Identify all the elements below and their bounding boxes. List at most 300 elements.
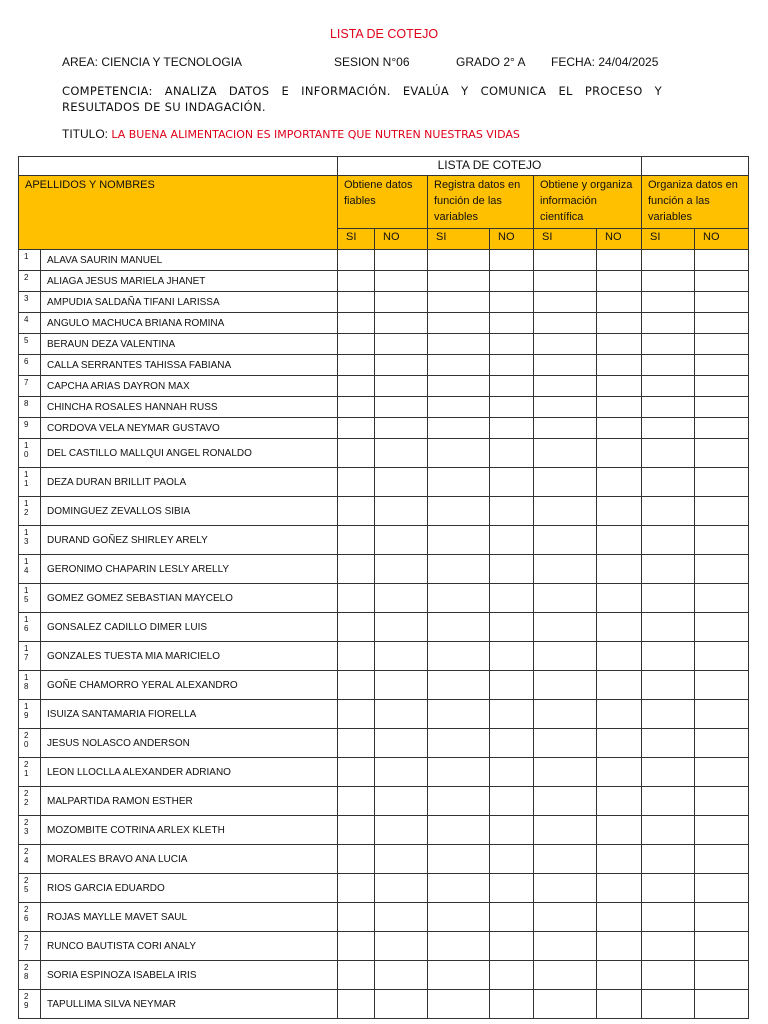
no-cell[interactable]: [597, 271, 642, 292]
no-cell[interactable]: [375, 990, 428, 1019]
si-cell[interactable]: [338, 250, 375, 271]
info-line: [62, 55, 682, 73]
si-cell[interactable]: [428, 468, 490, 497]
si-cell[interactable]: [428, 584, 490, 613]
student-name: DOMINGUEZ ZEVALLOS SIBIA: [41, 497, 338, 526]
no-cell[interactable]: [375, 700, 428, 729]
student-name: DURAND GOÑEZ SHIRLEY ARELY: [41, 526, 338, 555]
si-cell[interactable]: [642, 292, 695, 313]
no-cell[interactable]: [695, 642, 749, 671]
no-cell[interactable]: [695, 990, 749, 1019]
no-cell[interactable]: [375, 555, 428, 584]
area-label: AREA: CIENCIA Y TECNOLOGIA: [62, 55, 243, 69]
si-cell[interactable]: [642, 271, 695, 292]
no-cell[interactable]: [375, 758, 428, 787]
student-name: CALLA SERRANTES TAHISSA FABIANA: [41, 355, 338, 376]
si-cell[interactable]: [534, 613, 597, 642]
si-cell[interactable]: [338, 758, 375, 787]
table-row: [19, 787, 749, 816]
no-cell[interactable]: [490, 990, 534, 1019]
table-row: [19, 497, 749, 526]
row-number: 1: [19, 250, 41, 271]
no-cell[interactable]: [490, 845, 534, 874]
row-number: 2 8: [19, 961, 41, 990]
si-cell[interactable]: [428, 376, 490, 397]
no-cell[interactable]: [375, 418, 428, 439]
si-cell[interactable]: [428, 292, 490, 313]
si-cell[interactable]: [534, 355, 597, 376]
criteria-header-row: [19, 176, 749, 229]
si-cell[interactable]: [642, 526, 695, 555]
row-number: 2: [19, 271, 41, 292]
no-cell[interactable]: [695, 874, 749, 903]
si-cell[interactable]: [428, 903, 490, 932]
no-cell[interactable]: [695, 526, 749, 555]
no-cell[interactable]: [597, 787, 642, 816]
si-cell[interactable]: [534, 874, 597, 903]
row-number: 2 6: [19, 903, 41, 932]
row-number: 2 7: [19, 932, 41, 961]
no-cell[interactable]: [490, 816, 534, 845]
student-name: ROJAS MAYLLE MAVET SAUL: [41, 903, 338, 932]
si-cell[interactable]: [428, 250, 490, 271]
table-row: [19, 526, 749, 555]
student-name: BERAUN DEZA VALENTINA: [41, 334, 338, 355]
si-cell[interactable]: [642, 555, 695, 584]
si-cell[interactable]: [534, 758, 597, 787]
student-name: CORDOVA VELA NEYMAR GUSTAVO: [41, 418, 338, 439]
no-cell[interactable]: [490, 439, 534, 468]
no-cell[interactable]: [490, 376, 534, 397]
si-cell[interactable]: [428, 497, 490, 526]
si-cell[interactable]: [338, 671, 375, 700]
si-cell[interactable]: [642, 816, 695, 845]
criterion-header: [534, 176, 642, 229]
no-cell[interactable]: [490, 642, 534, 671]
no-cell[interactable]: [597, 700, 642, 729]
table-row: [19, 903, 749, 932]
no-cell[interactable]: [695, 729, 749, 758]
row-number: 1 4: [19, 555, 41, 584]
criterion-header: [642, 176, 749, 229]
si-cell[interactable]: [428, 787, 490, 816]
si-cell[interactable]: [534, 376, 597, 397]
no-cell[interactable]: [375, 355, 428, 376]
no-cell[interactable]: [375, 729, 428, 758]
no-cell[interactable]: [695, 845, 749, 874]
no-cell[interactable]: [490, 729, 534, 758]
si-cell[interactable]: [428, 990, 490, 1019]
student-name: JESUS NOLASCO ANDERSON: [41, 729, 338, 758]
si-cell[interactable]: [534, 990, 597, 1019]
no-cell[interactable]: [375, 816, 428, 845]
si-cell[interactable]: [428, 671, 490, 700]
no-cell[interactable]: [375, 613, 428, 642]
no-cell[interactable]: [490, 334, 534, 355]
caption-blank-cell: [19, 157, 338, 176]
si-header: [642, 229, 695, 250]
si-cell[interactable]: [338, 845, 375, 874]
row-number: 8: [19, 397, 41, 418]
si-cell[interactable]: [534, 526, 597, 555]
no-cell[interactable]: [597, 418, 642, 439]
si-cell[interactable]: [534, 845, 597, 874]
si-cell[interactable]: [642, 397, 695, 418]
no-cell[interactable]: [597, 526, 642, 555]
si-cell[interactable]: [428, 816, 490, 845]
table-row: [19, 874, 749, 903]
si-cell[interactable]: [642, 903, 695, 932]
si-cell[interactable]: [338, 497, 375, 526]
student-name: ANGULO MACHUCA BRIANA ROMINA: [41, 313, 338, 334]
si-cell[interactable]: [428, 526, 490, 555]
no-cell[interactable]: [695, 787, 749, 816]
si-cell[interactable]: [338, 313, 375, 334]
si-cell[interactable]: [642, 990, 695, 1019]
no-cell[interactable]: [490, 874, 534, 903]
si-label: SI: [346, 231, 357, 243]
table-row: [19, 990, 749, 1019]
si-cell[interactable]: [338, 932, 375, 961]
no-cell[interactable]: [597, 845, 642, 874]
si-cell[interactable]: [428, 355, 490, 376]
no-cell[interactable]: [597, 903, 642, 932]
no-cell[interactable]: [695, 250, 749, 271]
no-cell[interactable]: [695, 961, 749, 990]
no-cell[interactable]: [597, 355, 642, 376]
no-cell[interactable]: [490, 584, 534, 613]
si-cell[interactable]: [338, 903, 375, 932]
si-cell[interactable]: [642, 334, 695, 355]
no-cell[interactable]: [375, 874, 428, 903]
no-cell[interactable]: [695, 555, 749, 584]
si-cell[interactable]: [642, 932, 695, 961]
no-cell[interactable]: [695, 376, 749, 397]
table-row: [19, 271, 749, 292]
criterion-label: Obtiene datos fiables: [344, 179, 413, 207]
si-cell[interactable]: [428, 729, 490, 758]
no-cell[interactable]: [695, 613, 749, 642]
row-number: 6: [19, 355, 41, 376]
si-cell[interactable]: [642, 845, 695, 874]
no-cell[interactable]: [695, 671, 749, 700]
si-cell[interactable]: [642, 642, 695, 671]
si-cell[interactable]: [338, 439, 375, 468]
no-cell[interactable]: [490, 671, 534, 700]
si-cell[interactable]: [338, 874, 375, 903]
criterion-header: [338, 176, 428, 229]
si-cell[interactable]: [338, 787, 375, 816]
si-cell[interactable]: [534, 642, 597, 671]
si-cell[interactable]: [428, 700, 490, 729]
no-cell[interactable]: [695, 397, 749, 418]
si-cell[interactable]: [534, 729, 597, 758]
no-cell[interactable]: [375, 397, 428, 418]
si-cell[interactable]: [642, 671, 695, 700]
no-cell[interactable]: [597, 334, 642, 355]
si-cell[interactable]: [642, 613, 695, 642]
no-cell[interactable]: [490, 497, 534, 526]
no-cell[interactable]: [597, 397, 642, 418]
no-cell[interactable]: [597, 961, 642, 990]
no-cell[interactable]: [490, 397, 534, 418]
si-header: [338, 229, 375, 250]
no-cell[interactable]: [490, 292, 534, 313]
no-cell[interactable]: [375, 671, 428, 700]
no-cell[interactable]: [490, 555, 534, 584]
student-name: GOÑE CHAMORRO YERAL ALEXANDRO: [41, 671, 338, 700]
no-header: [695, 229, 749, 250]
si-cell[interactable]: [642, 961, 695, 990]
si-cell[interactable]: [534, 700, 597, 729]
si-cell[interactable]: [534, 787, 597, 816]
si-cell[interactable]: [338, 418, 375, 439]
student-name: ALIAGA JESUS MARIELA JHANET: [41, 271, 338, 292]
si-cell[interactable]: [534, 932, 597, 961]
no-cell[interactable]: [490, 787, 534, 816]
no-cell[interactable]: [597, 642, 642, 671]
no-cell[interactable]: [597, 250, 642, 271]
si-cell[interactable]: [642, 355, 695, 376]
no-cell[interactable]: [375, 250, 428, 271]
no-cell[interactable]: [375, 497, 428, 526]
no-cell[interactable]: [597, 497, 642, 526]
si-header: [534, 229, 597, 250]
table-row: [19, 642, 749, 671]
no-cell[interactable]: [597, 292, 642, 313]
si-cell[interactable]: [338, 613, 375, 642]
si-cell[interactable]: [534, 903, 597, 932]
si-cell[interactable]: [642, 729, 695, 758]
si-cell[interactable]: [338, 397, 375, 418]
no-cell[interactable]: [597, 313, 642, 334]
table-row: [19, 758, 749, 787]
si-cell[interactable]: [642, 700, 695, 729]
no-cell[interactable]: [597, 584, 642, 613]
student-name: GOMEZ GOMEZ SEBASTIAN MAYCELO: [41, 584, 338, 613]
si-cell[interactable]: [428, 271, 490, 292]
no-cell[interactable]: [375, 903, 428, 932]
si-cell[interactable]: [534, 961, 597, 990]
si-cell[interactable]: [428, 439, 490, 468]
no-cell[interactable]: [375, 313, 428, 334]
no-cell[interactable]: [695, 271, 749, 292]
checklist-table: [18, 156, 749, 1019]
si-cell[interactable]: [534, 313, 597, 334]
student-name: MORALES BRAVO ANA LUCIA: [41, 845, 338, 874]
no-cell[interactable]: [490, 903, 534, 932]
no-cell[interactable]: [695, 932, 749, 961]
no-cell[interactable]: [597, 555, 642, 584]
si-cell[interactable]: [428, 334, 490, 355]
si-cell[interactable]: [338, 990, 375, 1019]
si-cell[interactable]: [428, 555, 490, 584]
no-cell[interactable]: [490, 613, 534, 642]
no-cell[interactable]: [490, 250, 534, 271]
row-number: 2 2: [19, 787, 41, 816]
no-cell[interactable]: [375, 334, 428, 355]
si-cell[interactable]: [338, 468, 375, 497]
grado-label: GRADO 2° A: [456, 55, 526, 69]
si-cell[interactable]: [338, 584, 375, 613]
no-cell[interactable]: [375, 292, 428, 313]
si-cell[interactable]: [534, 439, 597, 468]
no-cell[interactable]: [597, 758, 642, 787]
no-cell[interactable]: [597, 439, 642, 468]
si-cell[interactable]: [338, 700, 375, 729]
row-number: 1 2: [19, 497, 41, 526]
table-row: [19, 292, 749, 313]
si-cell[interactable]: [428, 397, 490, 418]
no-cell[interactable]: [597, 729, 642, 758]
no-cell[interactable]: [695, 497, 749, 526]
table-row: [19, 932, 749, 961]
no-cell[interactable]: [695, 816, 749, 845]
si-cell[interactable]: [642, 497, 695, 526]
si-cell[interactable]: [338, 816, 375, 845]
si-cell[interactable]: [338, 292, 375, 313]
no-cell[interactable]: [375, 961, 428, 990]
si-cell[interactable]: [534, 250, 597, 271]
no-cell[interactable]: [597, 376, 642, 397]
si-cell[interactable]: [534, 271, 597, 292]
si-cell[interactable]: [338, 334, 375, 355]
no-cell[interactable]: [597, 874, 642, 903]
si-cell[interactable]: [534, 555, 597, 584]
no-cell[interactable]: [375, 468, 428, 497]
si-cell[interactable]: [428, 932, 490, 961]
no-cell[interactable]: [695, 313, 749, 334]
si-cell[interactable]: [534, 334, 597, 355]
table-row: [19, 439, 749, 468]
no-label: NO: [383, 231, 400, 243]
no-cell[interactable]: [597, 932, 642, 961]
si-cell[interactable]: [534, 397, 597, 418]
si-cell[interactable]: [338, 961, 375, 990]
no-cell[interactable]: [695, 418, 749, 439]
si-cell[interactable]: [338, 376, 375, 397]
criterion-label: Obtiene y organiza información científica: [540, 179, 633, 223]
no-cell[interactable]: [695, 758, 749, 787]
si-cell[interactable]: [338, 729, 375, 758]
no-cell[interactable]: [490, 313, 534, 334]
no-cell[interactable]: [375, 271, 428, 292]
no-cell[interactable]: [695, 292, 749, 313]
si-label: SI: [542, 231, 553, 243]
table-row: [19, 700, 749, 729]
si-cell[interactable]: [642, 874, 695, 903]
table-row: [19, 671, 749, 700]
si-cell[interactable]: [642, 468, 695, 497]
table-row: [19, 418, 749, 439]
si-cell[interactable]: [428, 874, 490, 903]
si-cell[interactable]: [642, 787, 695, 816]
student-name: RUNCO BAUTISTA CORI ANALY: [41, 932, 338, 961]
si-cell[interactable]: [642, 439, 695, 468]
no-cell[interactable]: [490, 355, 534, 376]
no-cell[interactable]: [597, 990, 642, 1019]
si-cell[interactable]: [642, 584, 695, 613]
si-cell[interactable]: [642, 313, 695, 334]
si-cell[interactable]: [428, 758, 490, 787]
no-cell[interactable]: [490, 961, 534, 990]
no-cell[interactable]: [375, 526, 428, 555]
no-cell[interactable]: [375, 584, 428, 613]
no-cell[interactable]: [490, 271, 534, 292]
student-name: CHINCHA ROSALES HANNAH RUSS: [41, 397, 338, 418]
no-cell[interactable]: [490, 418, 534, 439]
no-cell[interactable]: [375, 642, 428, 671]
si-cell[interactable]: [428, 613, 490, 642]
no-cell[interactable]: [695, 468, 749, 497]
no-cell[interactable]: [375, 845, 428, 874]
si-cell[interactable]: [534, 418, 597, 439]
no-cell[interactable]: [375, 932, 428, 961]
no-cell[interactable]: [597, 468, 642, 497]
table-row: [19, 376, 749, 397]
no-cell[interactable]: [695, 903, 749, 932]
no-cell[interactable]: [695, 584, 749, 613]
no-cell[interactable]: [375, 439, 428, 468]
si-cell[interactable]: [534, 671, 597, 700]
si-cell[interactable]: [642, 758, 695, 787]
si-cell[interactable]: [534, 816, 597, 845]
student-name: LEON LLOCLLA ALEXANDER ADRIANO: [41, 758, 338, 787]
si-cell[interactable]: [534, 497, 597, 526]
si-cell[interactable]: [642, 250, 695, 271]
no-cell[interactable]: [597, 613, 642, 642]
competencia-text: COMPETENCIA: ANALIZA DATOS E INFORMACIÓN. EVALÚA Y COMUNICA EL PROCESO Y RESULTADOS DE SU INDAGACIÓN.: [62, 84, 662, 114]
si-cell[interactable]: [338, 642, 375, 671]
student-name: SORIA ESPINOZA ISABELA IRIS: [41, 961, 338, 990]
no-cell[interactable]: [375, 787, 428, 816]
si-cell[interactable]: [534, 584, 597, 613]
si-cell[interactable]: [428, 418, 490, 439]
no-cell[interactable]: [490, 932, 534, 961]
si-cell[interactable]: [428, 845, 490, 874]
si-cell[interactable]: [338, 555, 375, 584]
no-cell[interactable]: [375, 376, 428, 397]
row-number: 1 8: [19, 671, 41, 700]
si-cell[interactable]: [338, 526, 375, 555]
no-cell[interactable]: [490, 468, 534, 497]
no-cell[interactable]: [695, 439, 749, 468]
no-cell[interactable]: [695, 700, 749, 729]
table-caption: LISTA DE COTEJO: [338, 157, 642, 176]
no-cell[interactable]: [695, 355, 749, 376]
si-cell[interactable]: [534, 292, 597, 313]
si-cell[interactable]: [428, 642, 490, 671]
si-cell[interactable]: [428, 313, 490, 334]
row-number: 1 5: [19, 584, 41, 613]
si-cell[interactable]: [338, 355, 375, 376]
no-cell[interactable]: [490, 758, 534, 787]
si-cell[interactable]: [534, 468, 597, 497]
si-cell[interactable]: [338, 271, 375, 292]
si-cell[interactable]: [642, 376, 695, 397]
no-cell[interactable]: [597, 816, 642, 845]
criterion-label: Organiza datos en función a las variables: [648, 179, 738, 223]
no-cell[interactable]: [490, 700, 534, 729]
si-cell[interactable]: [642, 418, 695, 439]
titulo-line: [62, 127, 742, 141]
no-cell[interactable]: [695, 334, 749, 355]
row-number: 9: [19, 418, 41, 439]
student-name: DEZA DURAN BRILLIT PAOLA: [41, 468, 338, 497]
si-cell[interactable]: [428, 961, 490, 990]
no-cell[interactable]: [490, 526, 534, 555]
no-cell[interactable]: [597, 671, 642, 700]
